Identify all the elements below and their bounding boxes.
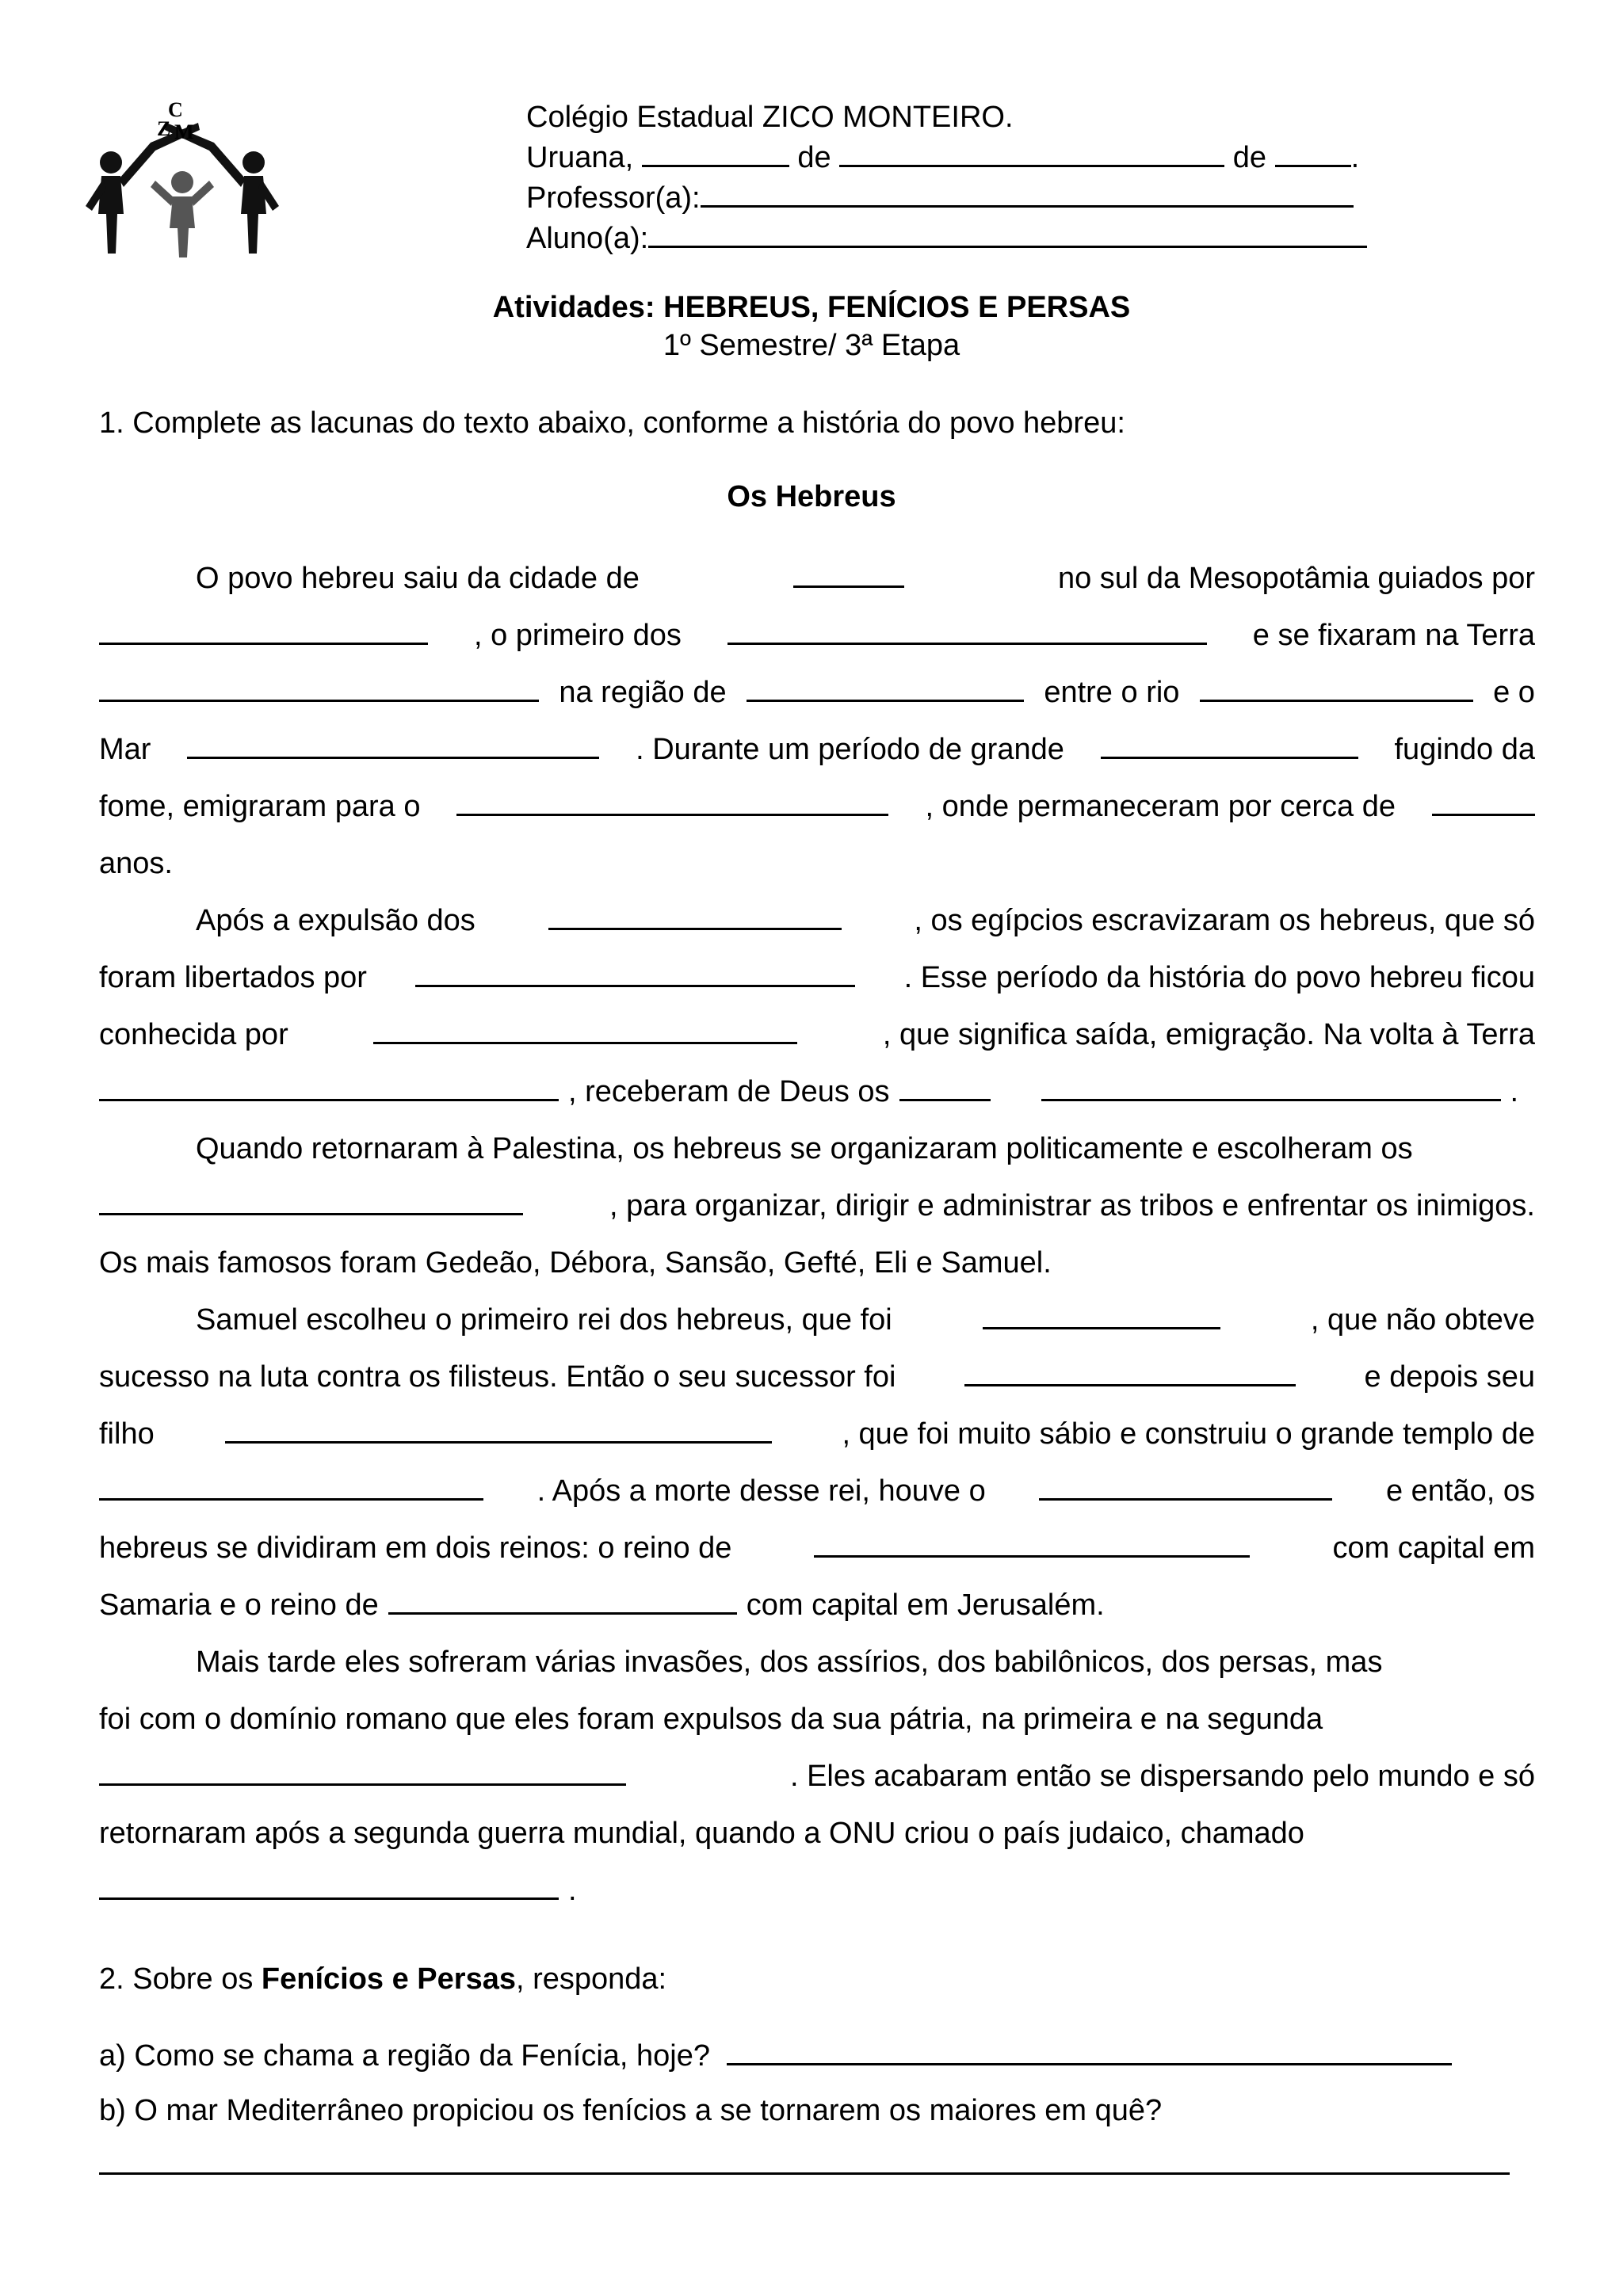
de-label-2: de	[1232, 141, 1267, 174]
blank-country[interactable]	[99, 1874, 559, 1900]
blank-event[interactable]	[1101, 733, 1358, 759]
text-line: fome, emigraram para o , onde permaneceram por cerca de	[99, 778, 1535, 835]
text-line: Samaria e o reino de com capital em Jerusalém.	[99, 1589, 1105, 1622]
fill-in-text	[99, 550, 1535, 1919]
section-heading: Os Hebreus	[727, 480, 896, 513]
text-line: foi com o domínio romano que eles foram expulsos da sua pátria, na primeira e na segunda	[99, 1703, 1323, 1736]
text-line: sucesso na luta contra os filisteus. Então o seu sucessor foi e depois seu	[99, 1360, 1535, 1394]
text-line: hebreus se dividiram em dois reinos: o reino de com capital em	[99, 1531, 1535, 1565]
text-line: Mar . Durante um período de grande fugindo da	[99, 733, 1535, 766]
date-period: .	[1350, 141, 1360, 174]
blank-schism[interactable]	[1039, 1474, 1332, 1501]
answer-2a-blank[interactable]	[727, 2035, 1452, 2065]
text-line: , para organizar, dirigir e administrar as tribos e enfrentar os inimigos.	[99, 1177, 1535, 1234]
answer-2b-line[interactable]	[99, 2172, 1510, 2175]
blank-successor[interactable]	[964, 1360, 1296, 1386]
logo-letter-m: M	[174, 120, 194, 143]
logo-letter-c: C	[168, 98, 183, 121]
blank-period-name[interactable]	[373, 1018, 797, 1044]
blank-river[interactable]	[1200, 676, 1473, 702]
blank-diaspora[interactable]	[99, 1760, 626, 1786]
blank-city[interactable]	[793, 562, 904, 588]
blank-region[interactable]	[747, 676, 1024, 702]
month-blank[interactable]	[839, 136, 1224, 167]
blank-judges[interactable]	[99, 1189, 523, 1215]
text-line: .	[99, 1862, 1535, 1919]
text-line: Quando retornaram à Palestina, os hebreus se organizaram politicamente e escolheram os	[196, 1132, 1413, 1165]
text-line: retornaram após a segunda guerra mundial, quando a ONU criou o país judaico, chamado	[99, 1817, 1304, 1850]
question-2b: b) O mar Mediterrâneo propiciou os fenícios a se tornarem os maiores em quê?	[99, 2094, 1163, 2127]
student-blank[interactable]	[648, 217, 1367, 248]
student-label: Aluno(a):	[526, 222, 649, 255]
title-prefix: Atividades:	[492, 291, 655, 324]
teacher-blank[interactable]	[701, 177, 1354, 208]
blank-number[interactable]	[899, 1075, 991, 1101]
de-label-1: de	[797, 141, 831, 174]
logo-letters	[79, 97, 198, 144]
blank-liberator[interactable]	[415, 961, 855, 987]
blank-temple-city[interactable]	[99, 1474, 483, 1501]
text-line: Após a expulsão dos , os egípcios escravizaram os hebreus, que só	[196, 904, 1535, 937]
text-line: Os mais famosos foram Gedeão, Débora, Sansão, Gefté, Eli e Samuel.	[99, 1246, 1052, 1280]
activity-title	[0, 288, 1623, 364]
text-line: na região de entre o rio e o	[99, 664, 1535, 721]
year-blank[interactable]	[1275, 136, 1351, 167]
logo-letter-z: Z	[157, 117, 171, 140]
blank-promised-land[interactable]	[99, 1075, 559, 1101]
question-1-prompt: 1. Complete as lacunas do texto abaixo, conforme a história do povo hebreu:	[99, 406, 1125, 440]
blank-land[interactable]	[99, 676, 539, 702]
header	[526, 98, 1367, 257]
text-line: , receberam de Deus os .	[99, 1063, 1535, 1120]
blank-first-king[interactable]	[983, 1303, 1220, 1329]
text-line: filho , que foi muito sábio e construiu o grande templo de	[99, 1417, 1535, 1451]
blank-son[interactable]	[225, 1417, 772, 1444]
teacher-line	[526, 177, 1367, 217]
text-line: O povo hebreu saiu da cidade de no sul da Mesopotâmia guiados por	[196, 562, 1535, 595]
blank-commandments[interactable]	[1041, 1075, 1501, 1101]
text-line: anos.	[99, 847, 173, 880]
text-line: Samuel escolheu o primeiro rei dos hebreus, que foi , que não obteve	[196, 1303, 1535, 1337]
title-subject: HEBREUS, FENÍCIOS E PERSAS	[663, 291, 1131, 324]
title-subtitle: 1º Semestre/ 3ª Etapa	[663, 329, 960, 362]
blank-north-kingdom[interactable]	[814, 1531, 1250, 1558]
text-line: . Eles acabaram então se dispersando pelo mundo e só	[99, 1748, 1535, 1805]
blank-expelled[interactable]	[548, 904, 842, 930]
school-name: Colégio Estadual ZICO MONTEIRO.	[526, 101, 1014, 134]
blank-title[interactable]	[727, 619, 1207, 645]
day-blank[interactable]	[642, 136, 789, 167]
blank-leader[interactable]	[99, 619, 428, 645]
date-line	[526, 136, 1367, 177]
student-line	[526, 217, 1367, 257]
blank-sea[interactable]	[187, 733, 599, 759]
teacher-label: Professor(a):	[526, 181, 701, 215]
city-label: Uruana,	[526, 141, 634, 174]
text-line: . Após a morte desse rei, houve o e então, os	[99, 1463, 1535, 1520]
blank-years[interactable]	[1432, 790, 1535, 816]
blank-destination[interactable]	[456, 790, 888, 816]
text-line: conhecida por , que significa saída, emigração. Na volta à Terra	[99, 1018, 1535, 1051]
text-line: , o primeiro dos e se fixaram na Terra	[99, 607, 1535, 664]
question-2a: a) Como se chama a região da Fenícia, hoje?	[99, 2035, 1535, 2075]
text-line: foram libertados por . Esse período da história do povo hebreu ficou	[99, 961, 1535, 994]
question-2-prompt: 2. Sobre os Fenícios e Persas, responda:	[99, 1962, 667, 1996]
text-line: Mais tarde eles sofreram várias invasões, dos assírios, dos babilônicos, dos persas, mas	[196, 1646, 1383, 1679]
blank-south-kingdom[interactable]	[388, 1589, 737, 1615]
